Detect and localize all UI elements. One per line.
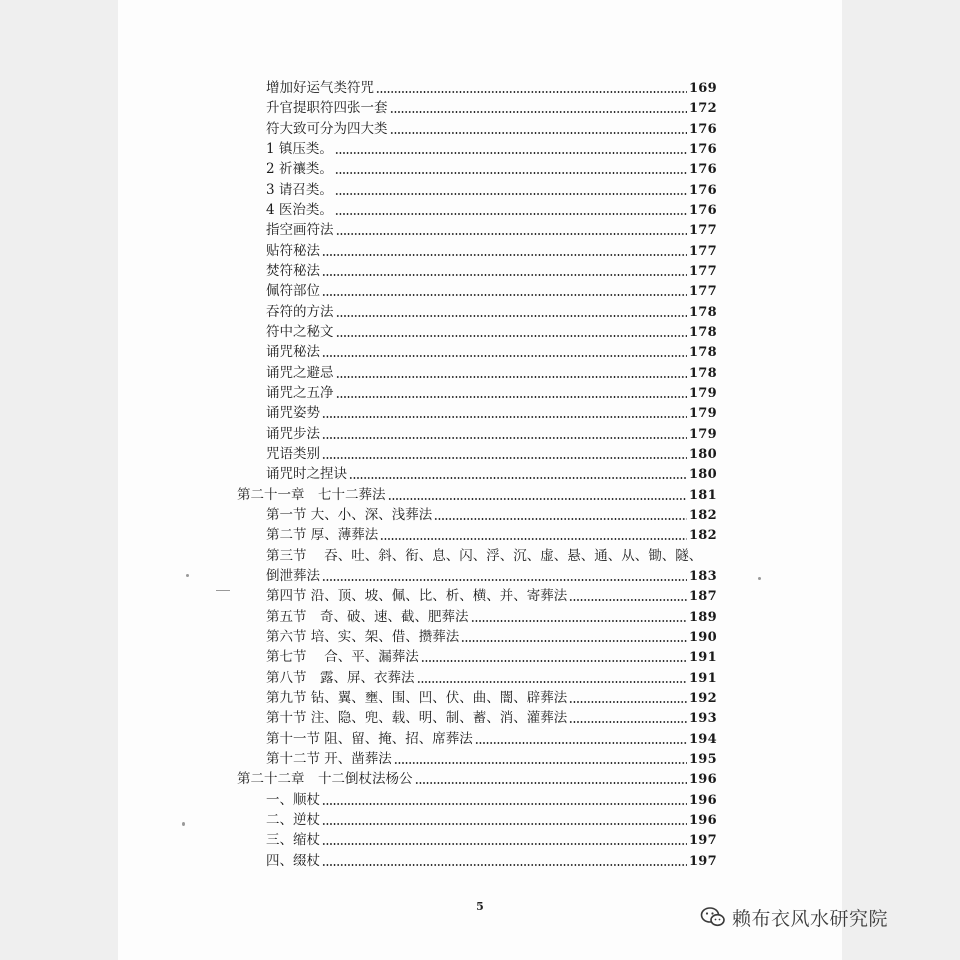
dot-leader: [380, 538, 687, 540]
toc-entry-title: 第四节 沿、顶、坡、佩、比、析、横、并、寄葬法: [266, 588, 568, 605]
toc-row: [266, 281, 717, 301]
wechat-icon: [700, 906, 726, 928]
toc-row: [266, 464, 717, 484]
toc-entry-page: 176: [688, 121, 717, 137]
toc-row: [266, 322, 717, 342]
toc-entry-page: 183: [688, 568, 717, 584]
toc-row: [266, 586, 717, 606]
dot-leader: [471, 620, 687, 622]
toc-entry-title: 符大致可分为四大类: [266, 120, 388, 137]
toc-row: [266, 525, 717, 545]
dot-leader: [417, 681, 687, 683]
toc-entry-page: 178: [688, 365, 717, 381]
toc-entry-page: 194: [688, 731, 717, 747]
dot-leader: [349, 477, 687, 479]
toc-row: [266, 261, 717, 281]
toc-row: [266, 566, 717, 586]
dot-leader: [336, 396, 687, 398]
toc-entry-page: 191: [688, 670, 717, 686]
toc-entry-title: 倒泄葬法: [266, 567, 320, 584]
toc-row: [266, 790, 717, 810]
toc-entry-title: 贴符秘法: [266, 242, 320, 259]
toc-entry-title: 第九节 钻、翼、壅、围、凹、伏、曲、闇、辟葬法: [266, 689, 568, 706]
dot-leader: [336, 315, 687, 317]
dot-leader: [461, 640, 687, 642]
dot-leader: [394, 762, 687, 764]
toc-entry-title: 咒语类别: [266, 445, 320, 462]
dot-leader: [322, 437, 687, 439]
page-number: 5: [476, 900, 484, 913]
toc-row: [266, 607, 717, 627]
scan-speck: [758, 577, 761, 580]
toc-row: [266, 627, 717, 647]
toc-entry-title: 三、缩杖: [266, 832, 320, 849]
dot-leader: [322, 355, 687, 357]
toc-entry-page: 182: [688, 507, 717, 523]
toc-row: [266, 851, 717, 871]
dot-leader: [390, 111, 687, 113]
toc-entry-title: 升官提职符四张一套: [266, 100, 388, 117]
toc-entry-page: 181: [688, 487, 717, 503]
toc-row: [266, 98, 717, 118]
dot-leader: [335, 152, 687, 154]
toc-entry-title: 佩符部位: [266, 283, 320, 300]
toc-entry-title: 焚符秘法: [266, 262, 320, 279]
dot-leader: [322, 579, 687, 581]
scan-speck: [182, 822, 185, 826]
toc-row: [266, 444, 717, 464]
toc-entry-page: 176: [688, 141, 717, 157]
toc-entry-page: 182: [688, 528, 717, 544]
toc-row: [266, 708, 717, 728]
toc-row: [266, 363, 717, 383]
toc-entry-title: 吞符的方法: [266, 303, 334, 320]
toc-entry-title: 四、缀杖: [266, 852, 320, 869]
dot-leader: [322, 254, 687, 256]
toc-row: [266, 139, 717, 159]
toc-entry-page: 179: [688, 385, 717, 401]
toc-entry-page: 177: [688, 284, 717, 300]
dot-leader: [569, 701, 687, 703]
toc-entry-title: 第八节 露、屏、衣葬法: [266, 669, 415, 686]
toc-entry-title: 诵咒步法: [266, 425, 320, 442]
toc-entry-title: 诵咒之避忌: [266, 364, 334, 381]
toc-entry-title: 诵咒秘法: [266, 344, 320, 361]
toc-entry-page: 196: [688, 812, 717, 828]
toc-entry-title: 第二十二章 十二倒杖法杨公: [237, 771, 413, 788]
toc-row: [266, 647, 717, 667]
toc-entry-title: 第六节 培、实、架、借、攒葬法: [266, 628, 460, 645]
toc-entry-page: 169: [688, 81, 717, 96]
toc-entry-title: 1 镇压类。: [266, 140, 333, 157]
toc-entry-page: 180: [688, 446, 717, 462]
toc-row: [266, 119, 717, 139]
toc-entry-page: 177: [688, 243, 717, 259]
toc-entry-page: 197: [688, 833, 717, 849]
toc-entry-title: 一、顺杖: [266, 791, 320, 808]
toc-entry-page: 178: [688, 345, 717, 361]
toc-entry-title: 符中之秘文: [266, 323, 334, 340]
toc-entry-title: 第一节 大、小、深、浅葬法: [266, 506, 433, 523]
toc-entry-title: 第五节 奇、破、速、截、肥葬法: [266, 608, 469, 625]
dot-leader: [336, 335, 687, 337]
toc-entry-page: 191: [688, 650, 717, 666]
toc-entry-title: 第二节 厚、薄葬法: [266, 527, 379, 544]
toc-entry-title: 第二十一章 七十二葬法: [237, 486, 386, 503]
toc-entry-title: 3 请召类。: [266, 181, 333, 198]
toc-row: [266, 383, 717, 403]
toc-entry-page: 178: [688, 324, 717, 340]
toc-row: [266, 220, 717, 240]
toc-entry-page: 179: [688, 426, 717, 442]
toc-row: [266, 241, 717, 261]
toc-entry-page: 196: [688, 772, 717, 788]
toc-entry-page: 190: [688, 629, 717, 645]
toc-entry-title: 第三节 吞、吐、斜、衔、息、闪、浮、沉、虚、悬、通、从、锄、隧、: [266, 547, 703, 564]
toc-row: [266, 668, 717, 688]
toc-row: [266, 505, 717, 525]
dot-leader: [475, 742, 687, 744]
dot-leader: [415, 782, 687, 784]
toc-entry-page: 189: [688, 609, 717, 625]
toc-entry-title: 4 医治类。: [266, 201, 333, 218]
toc-entry-page: 177: [688, 223, 717, 239]
toc-entry-page: 193: [688, 711, 717, 727]
toc-row: [266, 403, 717, 423]
toc-entry-title: 诵咒时之捏诀: [266, 466, 347, 483]
toc-entry-title: 第十节 注、隐、兜、载、明、制、蓄、消、灌葬法: [266, 710, 568, 727]
dot-leader: [336, 376, 687, 378]
toc-row: [266, 342, 717, 362]
toc-entry-page: 176: [688, 202, 717, 218]
toc-chapter-row: [237, 485, 717, 505]
toc-entry-page: 196: [688, 792, 717, 808]
toc-entry-page: 172: [688, 101, 717, 117]
toc-entry-title: 第十一节 阻、留、掩、招、席葬法: [266, 730, 473, 747]
dot-leader: [569, 721, 687, 723]
toc-entry-title: 第十二节 开、凿葬法: [266, 750, 392, 767]
dot-leader: [322, 416, 687, 418]
dot-leader: [322, 274, 687, 276]
watermark: [700, 905, 888, 929]
dot-leader: [569, 599, 687, 601]
toc-entry-page: 187: [688, 589, 717, 605]
toc-entry-title: 二、逆杖: [266, 811, 320, 828]
toc-row: [266, 200, 717, 220]
toc-entry-page: 179: [688, 406, 717, 422]
dot-leader: [335, 193, 687, 195]
scan-speck: [216, 590, 230, 591]
toc-entry-page: 195: [688, 751, 717, 767]
dot-leader: [335, 213, 687, 215]
toc-entry-page: 177: [688, 263, 717, 279]
dot-leader: [388, 498, 687, 500]
toc-entry-page: 180: [688, 467, 717, 483]
dot-leader: [322, 843, 687, 845]
dot-leader: [390, 132, 687, 134]
toc-row: [266, 830, 717, 850]
document-page: [118, 0, 842, 960]
toc-entry-title: 指空画符法: [266, 222, 334, 239]
dot-leader: [336, 233, 687, 235]
toc-entry-title: 2 祈禳类。: [266, 161, 333, 178]
dot-leader: [322, 803, 687, 805]
toc-row: [266, 546, 717, 566]
toc-entry-page: 176: [688, 182, 717, 198]
toc-row: [266, 180, 717, 200]
toc-chapter-row: [237, 769, 717, 789]
toc-row: [266, 424, 717, 444]
toc-entry-title: 第七节 合、平、漏葬法: [266, 649, 419, 666]
toc-row: [266, 729, 717, 749]
toc-row: [266, 159, 717, 179]
dot-leader: [322, 864, 687, 866]
toc-entry-page: 178: [688, 304, 717, 320]
scan-speck: [186, 574, 189, 577]
dot-leader: [376, 91, 687, 93]
watermark-text: 赖布衣风水研究院: [732, 907, 889, 930]
dot-leader: [322, 823, 687, 825]
toc-row: [266, 749, 717, 769]
toc-row: [266, 810, 717, 830]
toc-entry-title: 诵咒之五净: [266, 384, 334, 401]
dot-leader: [421, 660, 687, 662]
toc-entry-title: 增加好运气类符咒: [266, 80, 374, 96]
toc-entry-page: 176: [688, 162, 717, 178]
dot-leader: [434, 518, 687, 520]
toc-row: [266, 78, 717, 98]
dot-leader: [335, 172, 687, 174]
toc-row: [266, 302, 717, 322]
toc-entry-title: 诵咒姿势: [266, 405, 320, 422]
toc-row: [266, 688, 717, 708]
toc-entry-page: 197: [688, 853, 717, 869]
dot-leader: [322, 457, 687, 459]
toc-entry-page: 192: [688, 690, 717, 706]
dot-leader: [322, 294, 687, 296]
